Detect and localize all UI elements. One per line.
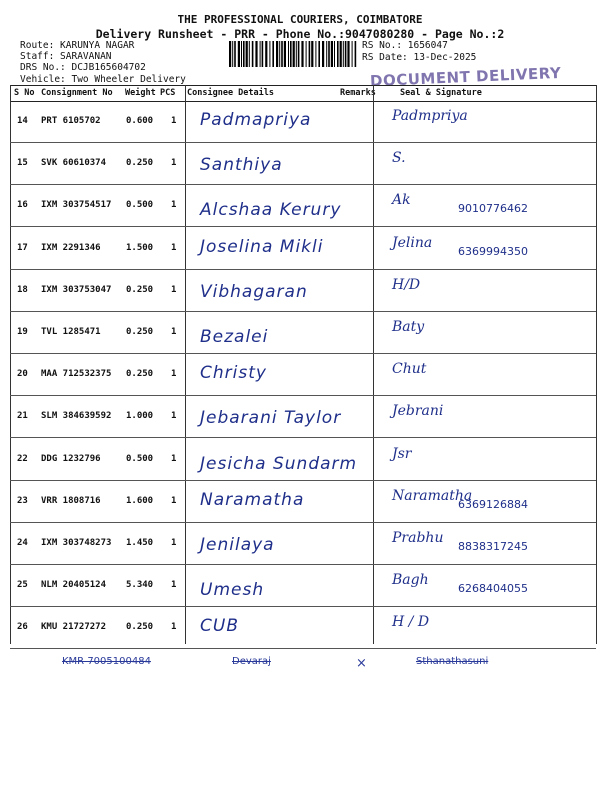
row-sno: 17 — [17, 242, 28, 253]
table-row — [10, 522, 596, 565]
table-row — [10, 184, 596, 227]
row-consignment-no: MAA 712532375 — [41, 369, 112, 380]
row-signature: H/D — [392, 276, 421, 293]
row-consignee-handwriting: CUB — [200, 616, 239, 637]
cross-mark: × — [356, 656, 367, 671]
rs-number: RS No.: 1656047 — [362, 40, 448, 51]
row-consignment-no: IXM 303748273 — [41, 538, 112, 548]
row-sno: 26 — [17, 622, 28, 633]
row-weight: 0.250 — [126, 284, 154, 295]
row-sno: 15 — [17, 158, 28, 169]
row-sno: 24 — [17, 538, 28, 548]
row-signature: Naramatha — [392, 487, 473, 504]
table-border-right — [596, 85, 597, 644]
row-pcs: 1 — [171, 116, 177, 126]
row-sno: 14 — [17, 116, 28, 126]
row-signature: Ak — [392, 192, 411, 209]
col-sno: S No — [14, 88, 35, 98]
struck-consignment: KMR 7005100484 — [62, 656, 151, 667]
row-signature: Prabhu — [392, 530, 444, 546]
row-sno: 23 — [17, 495, 28, 506]
row-consignment-no: NLM 20405124 — [41, 580, 107, 591]
row-pcs: 1 — [171, 495, 177, 506]
row-pcs: 1 — [171, 622, 177, 633]
row-consignee-handwriting: Vibhagaran — [200, 281, 308, 302]
row-signature: S. — [392, 150, 406, 167]
row-consignee-handwriting: Christy — [200, 363, 267, 384]
row-pcs: 1 — [171, 369, 177, 380]
row-sno: 16 — [17, 200, 28, 211]
row-consignment-no: KMU 21727272 — [41, 622, 107, 633]
row-weight: 5.340 — [126, 580, 154, 591]
table-row — [10, 227, 596, 270]
row-weight: 0.250 — [126, 158, 154, 169]
row-consignment-no: IXM 303754517 — [41, 200, 112, 211]
row-sno: 22 — [17, 453, 28, 464]
row-weight: 0.250 — [126, 327, 154, 337]
table-row — [10, 606, 596, 649]
table-row — [10, 564, 596, 607]
staff-label: Staff: SARAVANAN — [20, 51, 112, 62]
table-row — [10, 142, 596, 185]
row-weight: 0.500 — [126, 453, 154, 464]
row-consignee-handwriting: Jesicha Sundarm — [200, 453, 358, 474]
row-consignment-no: VRR 1808716 — [41, 495, 101, 506]
row-signature: Jebrani — [392, 403, 444, 420]
row-sno: 25 — [17, 580, 28, 591]
row-pcs: 1 — [171, 411, 177, 422]
row-phone-handwriting: 8838317245 — [458, 540, 528, 553]
row-signature: Chut — [392, 361, 427, 378]
row-pcs: 1 — [171, 453, 177, 464]
row-pcs: 1 — [171, 580, 177, 591]
col-consignee: Consignee Details — [187, 88, 274, 98]
col-weight: Weight — [125, 88, 156, 98]
runsheet-subtitle: Delivery Runsheet - PRR - Phone No.:9047080280 - Page No.:2 — [95, 27, 505, 41]
table-row — [10, 395, 596, 438]
row-weight: 1.600 — [126, 495, 154, 506]
row-consignee-handwriting: Joselina Mikli — [200, 236, 324, 257]
row-phone-handwriting: 6268404055 — [458, 582, 528, 596]
row-signature: Jelina — [392, 234, 433, 251]
row-consignee-handwriting: Umesh — [200, 580, 265, 601]
row-weight: 0.600 — [126, 116, 154, 126]
row-weight: 1.500 — [126, 242, 154, 253]
table-row — [10, 269, 596, 312]
row-sno: 21 — [17, 411, 28, 422]
row-signature: Baty — [392, 319, 425, 335]
row-consignment-no: IXM 303753047 — [41, 284, 112, 295]
row-weight: 1.000 — [126, 411, 154, 422]
row-pcs: 1 — [171, 242, 177, 253]
company-title: THE PROFESSIONAL COURIERS, COIMBATORE — [177, 13, 423, 26]
col-seal-signature: Seal & Signature — [400, 88, 482, 98]
row-signature: Jsr — [392, 445, 412, 462]
row-signature: Padmpriya — [392, 108, 468, 124]
rs-date: RS Date: 13-Dec-2025 — [362, 52, 477, 63]
row-consignee-handwriting: Padmapriya — [200, 110, 312, 130]
struck-signature: Sthanathasuni — [416, 656, 489, 667]
table-row — [10, 100, 596, 143]
vehicle-label: Vehicle: Two Wheeler Delivery — [20, 74, 186, 85]
row-consignment-no: SVK 60610374 — [41, 158, 107, 169]
row-signature: H / D — [392, 614, 430, 631]
drs-number: DRS No.: DCJB165604702 — [20, 62, 146, 73]
row-sno: 19 — [17, 327, 28, 337]
table-row — [10, 311, 596, 354]
row-phone-handwriting: 6369994350 — [458, 244, 528, 258]
row-pcs: 1 — [171, 538, 177, 548]
row-sno: 20 — [17, 369, 28, 380]
col-pcs: PCS — [160, 88, 176, 98]
table-row — [10, 353, 596, 396]
row-consignee-handwriting: Jenilaya — [200, 535, 275, 555]
row-pcs: 1 — [171, 200, 177, 211]
row-consignment-no: IXM 2291346 — [41, 242, 101, 253]
row-signature: Bagh — [392, 572, 429, 589]
row-consignment-no: TVL 1285471 — [41, 327, 101, 337]
row-phone-handwriting: 6369126884 — [458, 497, 528, 511]
row-consignee-handwriting: Alcshaa Kerury — [200, 200, 342, 221]
barcode-icon — [229, 41, 357, 67]
row-consignee-handwriting: Bezalei — [200, 327, 269, 347]
row-sno: 18 — [17, 284, 28, 295]
col-consignment: Consignment No — [41, 88, 113, 98]
row-consignee-handwriting: Santhiya — [200, 155, 283, 176]
row-weight: 0.250 — [126, 622, 154, 633]
row-pcs: 1 — [171, 327, 177, 337]
row-consignment-no: DDG 1232796 — [41, 453, 101, 464]
document-delivery-stamp: DOCUMENT DELIVERY — [369, 63, 562, 91]
struck-name: Devaraj — [232, 656, 271, 667]
row-weight: 1.450 — [126, 538, 154, 548]
row-pcs: 1 — [171, 284, 177, 295]
table-row — [10, 438, 596, 481]
row-consignee-handwriting: Jebarani Taylor — [200, 408, 342, 429]
route-label: Route: KARUNYA NAGAR — [20, 40, 135, 51]
row-pcs: 1 — [171, 158, 177, 169]
table-row — [10, 480, 596, 523]
row-consignee-handwriting: Naramatha — [200, 489, 305, 510]
row-weight: 0.500 — [126, 200, 154, 211]
row-phone-handwriting: 9010776462 — [458, 202, 528, 216]
row-consignment-no: PRT 6105702 — [41, 116, 101, 126]
row-consignment-no: SLM 384639592 — [41, 411, 112, 422]
col-remarks: Remarks — [340, 88, 376, 98]
row-weight: 0.250 — [126, 369, 154, 380]
